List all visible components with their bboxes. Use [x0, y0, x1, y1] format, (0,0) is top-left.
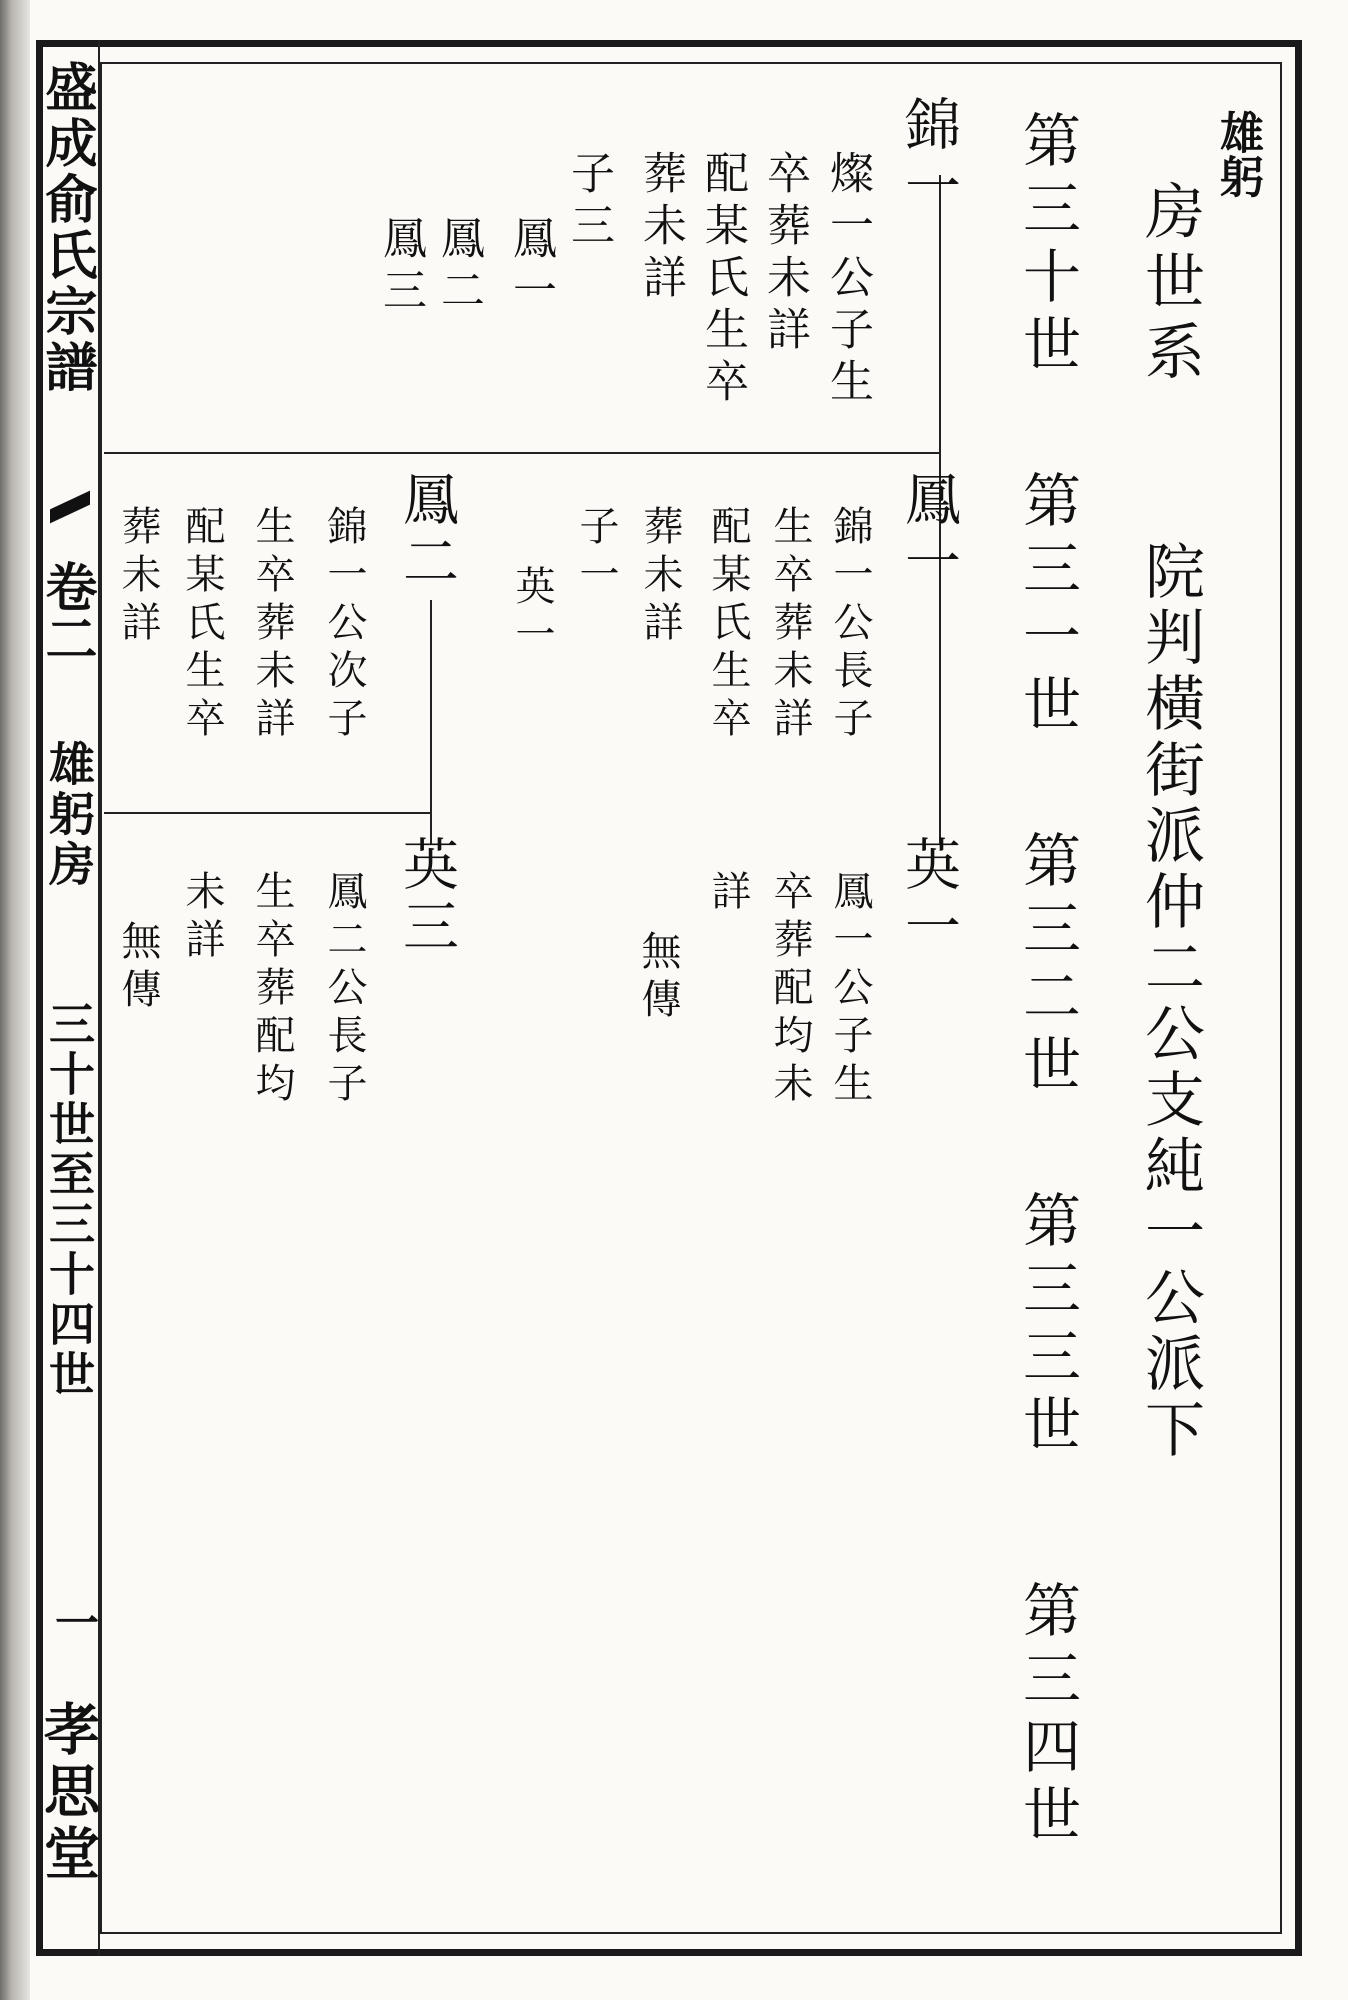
- note-ying3-4: 無傳: [115, 920, 161, 1016]
- note-feng1-5: 子一: [573, 505, 619, 601]
- person-feng1: 鳳一: [896, 470, 961, 594]
- note-ying1-1: 鳳一公子生: [827, 870, 873, 1110]
- note-jin1-5: 子三: [563, 150, 614, 254]
- gen-32: 第三二世: [1013, 830, 1081, 1102]
- branch-label: 雄躬房: [42, 740, 96, 890]
- hall-name: 孝思堂: [35, 1700, 101, 1886]
- volume-label: 卷二: [36, 560, 97, 664]
- note-ying3-3: 未詳: [179, 870, 225, 966]
- person-ying3: 英三: [394, 835, 459, 959]
- note-feng2-1: 錦一公次子: [321, 505, 367, 745]
- generation-range: 三十世至三十四世: [42, 1000, 96, 1400]
- person-feng2: 鳳二: [394, 470, 459, 594]
- gen-30: 第三十世: [1013, 110, 1081, 382]
- gen-31: 第三一世: [1013, 470, 1081, 742]
- branch-line: 院判橫街派仲二公支純一公派下: [1135, 540, 1205, 1464]
- note-feng2-4: 葬未詳: [115, 505, 161, 649]
- note-jin1-3: 配某氏生卒: [697, 150, 748, 410]
- note-jin1-4: 葬未詳: [635, 150, 686, 306]
- jin1-son-3: 鳳三: [375, 215, 426, 319]
- gen-34: 第三四世: [1013, 1580, 1081, 1852]
- note-feng1-1: 錦一公長子: [827, 505, 873, 745]
- tree-line-feng2-ying3: [430, 600, 432, 845]
- note-feng2-2: 生卒葬未詳: [249, 505, 295, 745]
- house-heading: 房世系: [1135, 180, 1205, 390]
- page-number: 一: [47, 1600, 98, 1644]
- person-jin1: 錦一: [896, 95, 961, 219]
- note-feng2-3: 配某氏生卒: [179, 505, 225, 745]
- row-divider-2: [104, 812, 432, 814]
- jin1-son-2: 鳳二: [433, 215, 484, 319]
- gen-33: 第三三世: [1013, 1190, 1081, 1462]
- feng1-son: 英一: [509, 565, 555, 661]
- note-ying1-2: 卒葬配均未: [767, 870, 813, 1110]
- note-ying3-1: 鳳二公長子: [321, 870, 367, 1110]
- note-ying1-4: 無傳: [635, 930, 681, 1026]
- person-ying1: 英一: [896, 835, 961, 959]
- note-jin1-2: 卒葬未詳: [759, 150, 810, 358]
- row-divider-1: [104, 452, 940, 454]
- note-ying3-2: 生卒葬配均: [249, 870, 295, 1110]
- house-prefix: 雄躬: [1212, 110, 1263, 198]
- jin1-son-1: 鳳一: [505, 215, 556, 319]
- book-spine: [0, 0, 30, 2000]
- note-feng1-2: 生卒葬未詳: [767, 505, 813, 745]
- note-ying1-3: 詳: [705, 870, 751, 918]
- book-title: 盛成俞氏宗譜: [36, 60, 97, 396]
- note-jin1-1: 燦一公子生: [822, 150, 873, 410]
- note-feng1-4: 葬未詳: [637, 505, 683, 649]
- note-feng1-3: 配某氏生卒: [705, 505, 751, 745]
